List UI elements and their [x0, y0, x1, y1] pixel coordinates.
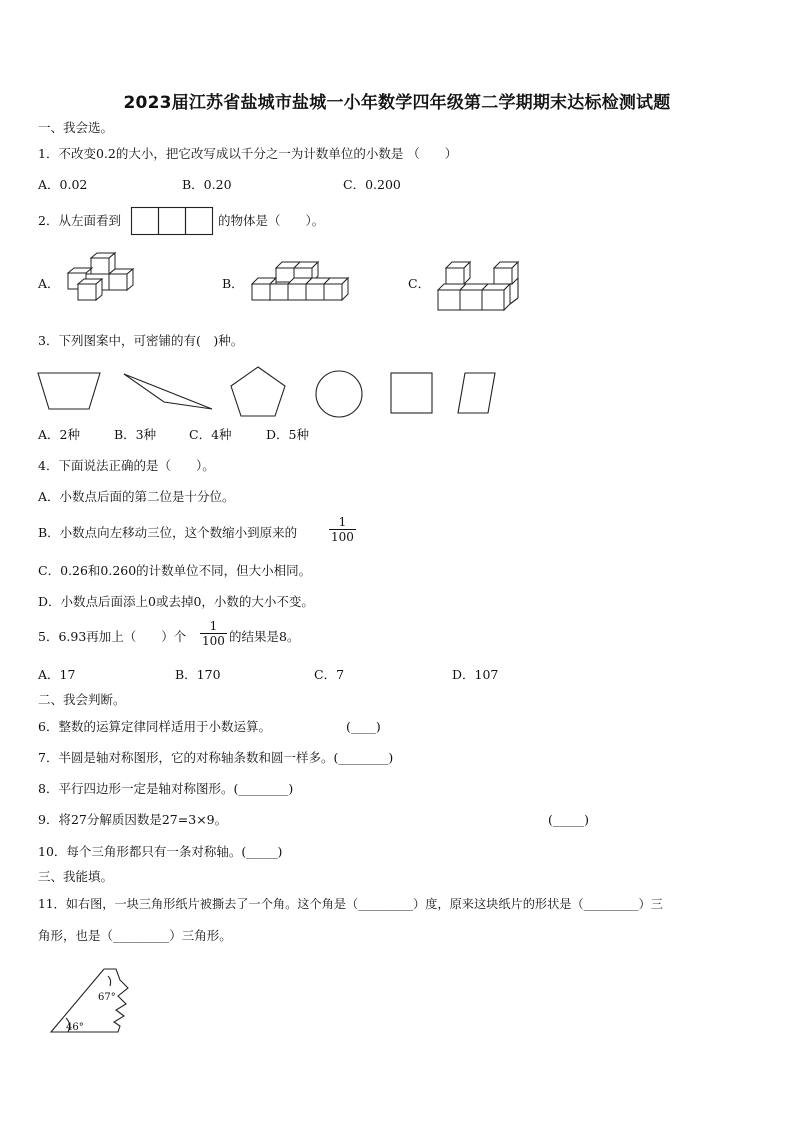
question-2-text-post: 的物体是（ ）。 [218, 213, 325, 228]
fraction-denominator: 100 [202, 634, 225, 648]
question-5-text-post: 的结果是8。 [229, 629, 300, 644]
question-4-fraction [329, 515, 356, 544]
question-6-text: 6．整数的运算定律同样适用于小数运算。 [38, 719, 271, 734]
question-5-option-c: C．7 [314, 667, 345, 682]
obtuse-triangle-shape [122, 372, 214, 412]
question-5-option-a: A．17 [38, 667, 76, 682]
question-3-text: 3．下列图案中，可密铺的有( )种。 [38, 333, 244, 348]
question-3-option-d: D．5种 [266, 427, 309, 442]
question-5-text-pre: 5．6.93再加上（ ）个 [38, 629, 187, 644]
circle-shape [315, 370, 363, 418]
question-11-line-2: 角形，也是（_________）三角形。 [38, 928, 232, 943]
question-4-option-b: B．小数点向左移动三位，这个数缩小到原来的 [38, 525, 298, 540]
question-4-option-c: C．0.26和0.260的计数单位不同，但大小相同。 [38, 563, 312, 578]
section-heading-fill: 三、我能填。 [38, 869, 114, 884]
question-9-text: 9．将27分解质因数是27=3×9。 [38, 812, 228, 827]
fraction-numerator: 1 [209, 619, 218, 633]
angle-46-label: 46° [66, 1022, 84, 1033]
section-heading-choose: 一、我会选。 [38, 120, 114, 135]
question-1-text: 1．不改变0.2的大小，把它改写成以千分之一为计数单位的小数是 （ ） [38, 146, 458, 161]
question-4-option-d: D．小数点后面添上0或去掉0，小数的大小不变。 [38, 594, 314, 609]
section-heading-judge: 二、我会判断。 [38, 692, 126, 707]
question-2-option-a-label: A． [38, 276, 60, 291]
question-1-option-a: A．0.02 [38, 177, 88, 192]
question-3-option-c: C．4种 [189, 427, 232, 442]
question-2-text-pre: 2．从左面看到 [38, 213, 121, 228]
question-6-blank: (____) [346, 719, 381, 734]
question-3-option-b: B．3种 [114, 427, 157, 442]
trapezoid-shape [37, 372, 101, 410]
fraction-denominator: 100 [331, 530, 354, 544]
cube-stack-c-figure [434, 260, 526, 316]
question-1-option-c: C．0.200 [343, 177, 401, 192]
question-2-option-c-label: C． [408, 276, 431, 291]
question-1-option-b: B．0.20 [182, 177, 232, 192]
question-3-option-a: A．2种 [38, 427, 80, 442]
angle-67-label: 67° [98, 992, 116, 1003]
question-4-text: 4．下面说法正确的是（ ）。 [38, 458, 215, 473]
cube-stack-b-figure [248, 256, 350, 312]
pentagon-shape [229, 366, 287, 418]
question-5-fraction [200, 619, 227, 648]
question-4-option-a: A．小数点后面的第二位是十分位。 [38, 489, 235, 504]
question-2-option-b-label: B． [222, 276, 244, 291]
question-7-text: 7．半圆是轴对称图形，它的对称轴条数和圆一样多。(________) [38, 750, 394, 765]
question-8-text: 8．平行四边形一定是轴对称图形。(________) [38, 781, 294, 796]
question-5-option-b: B．170 [175, 667, 221, 682]
page-title: 2023届江苏省盐城市盐城一小年数学四年级第二学期期末达标检测试题 [123, 93, 671, 113]
parallelogram-shape [457, 372, 497, 414]
question-9-blank: (_____) [548, 812, 590, 827]
torn-triangle-figure [48, 966, 140, 1038]
question-5-option-d: D．107 [452, 667, 499, 682]
cube-stack-a-figure [62, 252, 146, 302]
left-view-three-squares-figure [131, 207, 215, 235]
question-11-line-1: 11．如右图，一块三角形纸片被撕去了一个角。这个角是（_________）度，原来这块纸片的形状是（_________）三 [38, 897, 663, 911]
square-shape [390, 372, 434, 414]
question-10-text: 10．每个三角形都只有一条对称轴。(_____) [38, 844, 283, 859]
fraction-numerator: 1 [338, 515, 347, 529]
